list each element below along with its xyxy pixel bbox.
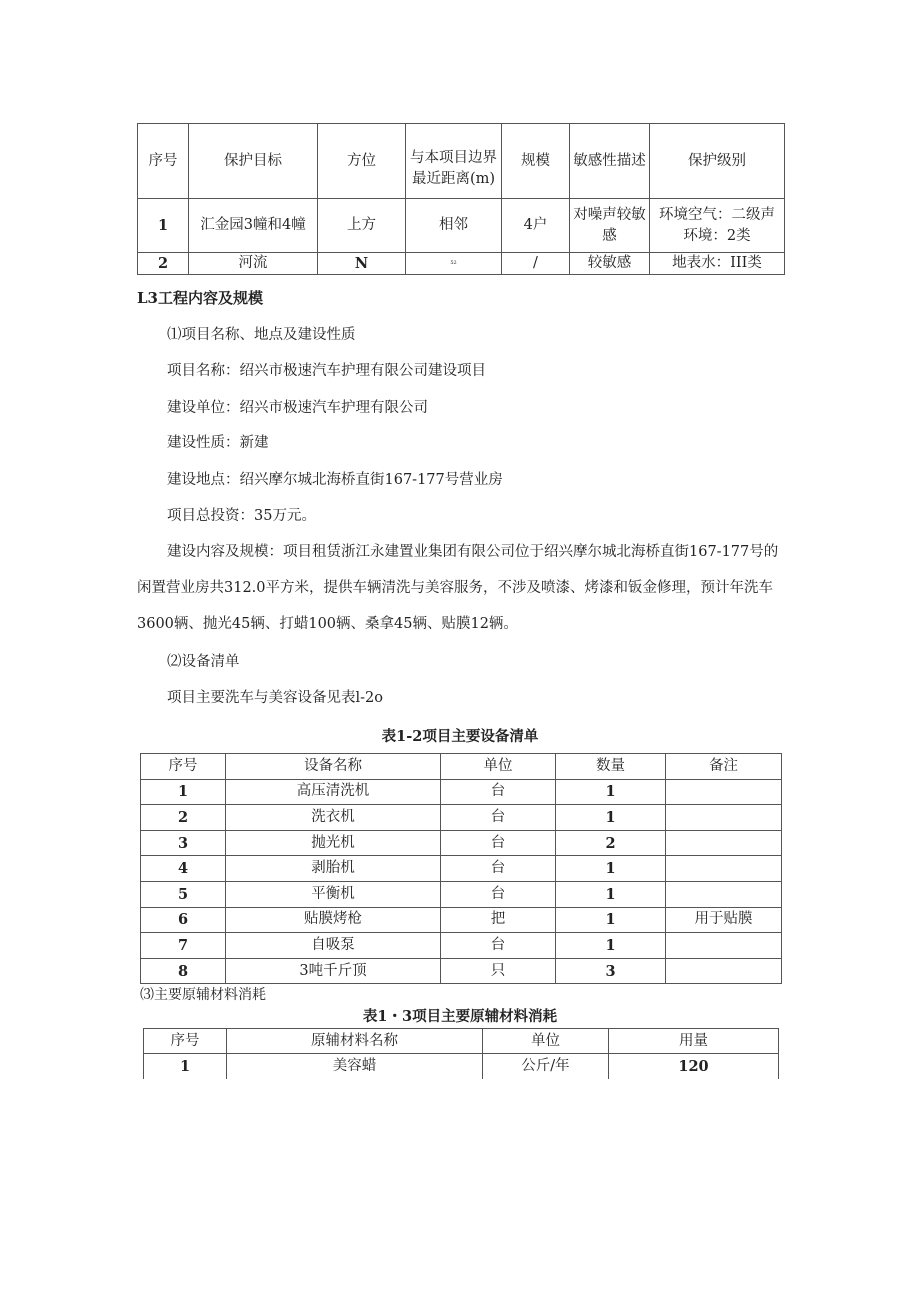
cell (666, 933, 782, 959)
cell: 自吸泵 (226, 933, 441, 959)
cell: 120 (609, 1054, 779, 1079)
cell: 4户 (502, 199, 570, 253)
header-cell: 规模 (502, 124, 570, 199)
header-cell: 设备名称 (226, 754, 441, 780)
table-row (138, 253, 785, 275)
table-row (141, 830, 782, 856)
cell: 5 (141, 881, 226, 907)
paragraph: ⑴项目名称、地点及建设性质 (167, 327, 356, 343)
cell: 3 (141, 830, 226, 856)
cell: 地表水：III类 (650, 253, 785, 275)
cell: 台 (441, 856, 556, 882)
header-cell: 备注 (666, 754, 782, 780)
table-row (141, 805, 782, 831)
protection-targets-table (137, 123, 785, 275)
cell (666, 881, 782, 907)
cell: 台 (441, 779, 556, 805)
cell: 平衡机 (226, 881, 441, 907)
header-cell: 原辅材料名称 (227, 1029, 483, 1054)
table-caption: 表1・3项目主要原辅材料消耗 (362, 1008, 558, 1025)
cell: 剥胎机 (226, 856, 441, 882)
cell: 2 (141, 805, 226, 831)
cell: 1 (556, 881, 666, 907)
table-row (141, 779, 782, 805)
table-row (138, 199, 785, 253)
cell: 抛光机 (226, 830, 441, 856)
paragraph: ⑵设备清单 (167, 654, 240, 670)
header-cell: 单位 (441, 754, 556, 780)
cell (666, 805, 782, 831)
cell: 8 (141, 958, 226, 984)
cell: 6 (141, 907, 226, 933)
paragraph: 项目名称：绍兴市极速汽车护理有限公司建设项目 (167, 363, 486, 379)
paragraph: 建设性质：新建 (167, 435, 269, 451)
table-header-row (141, 754, 782, 780)
paragraph: 项目主要洗车与美容设备见表l-2o (167, 690, 383, 706)
cell: 环境空气：二级声环境：2类 (650, 199, 785, 253)
cell: 台 (441, 933, 556, 959)
header-cell: 保护级别 (650, 124, 785, 199)
cell (666, 830, 782, 856)
table-caption: 表1-2项目主要设备清单 (381, 728, 539, 745)
cell: 1 (556, 779, 666, 805)
cell: 1 (556, 933, 666, 959)
cell: 河流 (189, 253, 318, 275)
cell: 对噪声较敏感 (570, 199, 650, 253)
table-row (141, 958, 782, 984)
cell: 只 (441, 958, 556, 984)
table-row (141, 856, 782, 882)
header-cell: 单位 (483, 1029, 609, 1054)
paragraph: 建设单位：绍兴市极速汽车护理有限公司 (167, 400, 428, 416)
table-row (144, 1054, 779, 1079)
cell: 美容蜡 (227, 1054, 483, 1079)
section-heading: L3工程内容及规模 (137, 289, 263, 307)
cell: 台 (441, 881, 556, 907)
table-row (141, 881, 782, 907)
header-cell: 用量 (609, 1029, 779, 1054)
table-header-row (138, 124, 785, 199)
cell: 台 (441, 805, 556, 831)
cell: 洗衣机 (226, 805, 441, 831)
paragraph: 项目总投资：35万元。 (167, 508, 316, 524)
paragraph: 建设地点：绍兴摩尔城北海桥直街167-177号营业房 (167, 472, 503, 488)
cell: 较敏感 (570, 253, 650, 275)
cell: N (318, 253, 406, 275)
cell: 2 (556, 830, 666, 856)
header-cell: 方位 (318, 124, 406, 199)
cell: 相邻 (406, 199, 502, 253)
header-cell: 序号 (141, 754, 226, 780)
header-cell: 敏感性描述 (570, 124, 650, 199)
cell (666, 779, 782, 805)
table-header-row (144, 1029, 779, 1054)
cell: 汇金园3幢和4幢 (189, 199, 318, 253)
cell: 52 (406, 253, 502, 275)
cell: 4 (141, 856, 226, 882)
cell: 上方 (318, 199, 406, 253)
cell (666, 958, 782, 984)
cell: 1 (138, 199, 189, 253)
cell: 贴膜烤枪 (226, 907, 441, 933)
header-cell: 序号 (138, 124, 189, 199)
paragraph: ⑶主要原辅材料消耗 (140, 987, 266, 1003)
cell: 1 (556, 856, 666, 882)
cell: 1 (556, 805, 666, 831)
table-row (141, 907, 782, 933)
cell: 1 (141, 779, 226, 805)
cell: 高压清洗机 (226, 779, 441, 805)
cell: / (502, 253, 570, 275)
cell: 3 (556, 958, 666, 984)
cell: 3吨千斤顶 (226, 958, 441, 984)
materials-table (143, 1028, 779, 1079)
cell: 1 (556, 907, 666, 933)
cell: 2 (138, 253, 189, 275)
header-cell: 序号 (144, 1029, 227, 1054)
cell: 7 (141, 933, 226, 959)
cell: 台 (441, 830, 556, 856)
cell (666, 856, 782, 882)
header-cell: 数量 (556, 754, 666, 780)
cell: 1 (144, 1054, 227, 1079)
cell: 把 (441, 907, 556, 933)
header-cell: 保护目标 (189, 124, 318, 199)
table-row (141, 933, 782, 959)
cell: 公斤/年 (483, 1054, 609, 1079)
header-cell: 与本项目边界最近距离(m) (406, 124, 502, 199)
cell: 用于贴膜 (666, 907, 782, 933)
equipment-table (140, 753, 782, 984)
paragraph: 建设内容及规模：项目租赁浙江永建置业集团有限公司位于绍兴摩尔城北海桥直街167-177号的闲置营业房共312.0平方米，提供车辆清洗与美容服务，不涉及喷漆、烤漆和钣金修理，预计年洗车3600辆、抛光45辆、打蜡100辆、桑拿45辆、贴膜12辆。 (137, 544, 779, 632)
